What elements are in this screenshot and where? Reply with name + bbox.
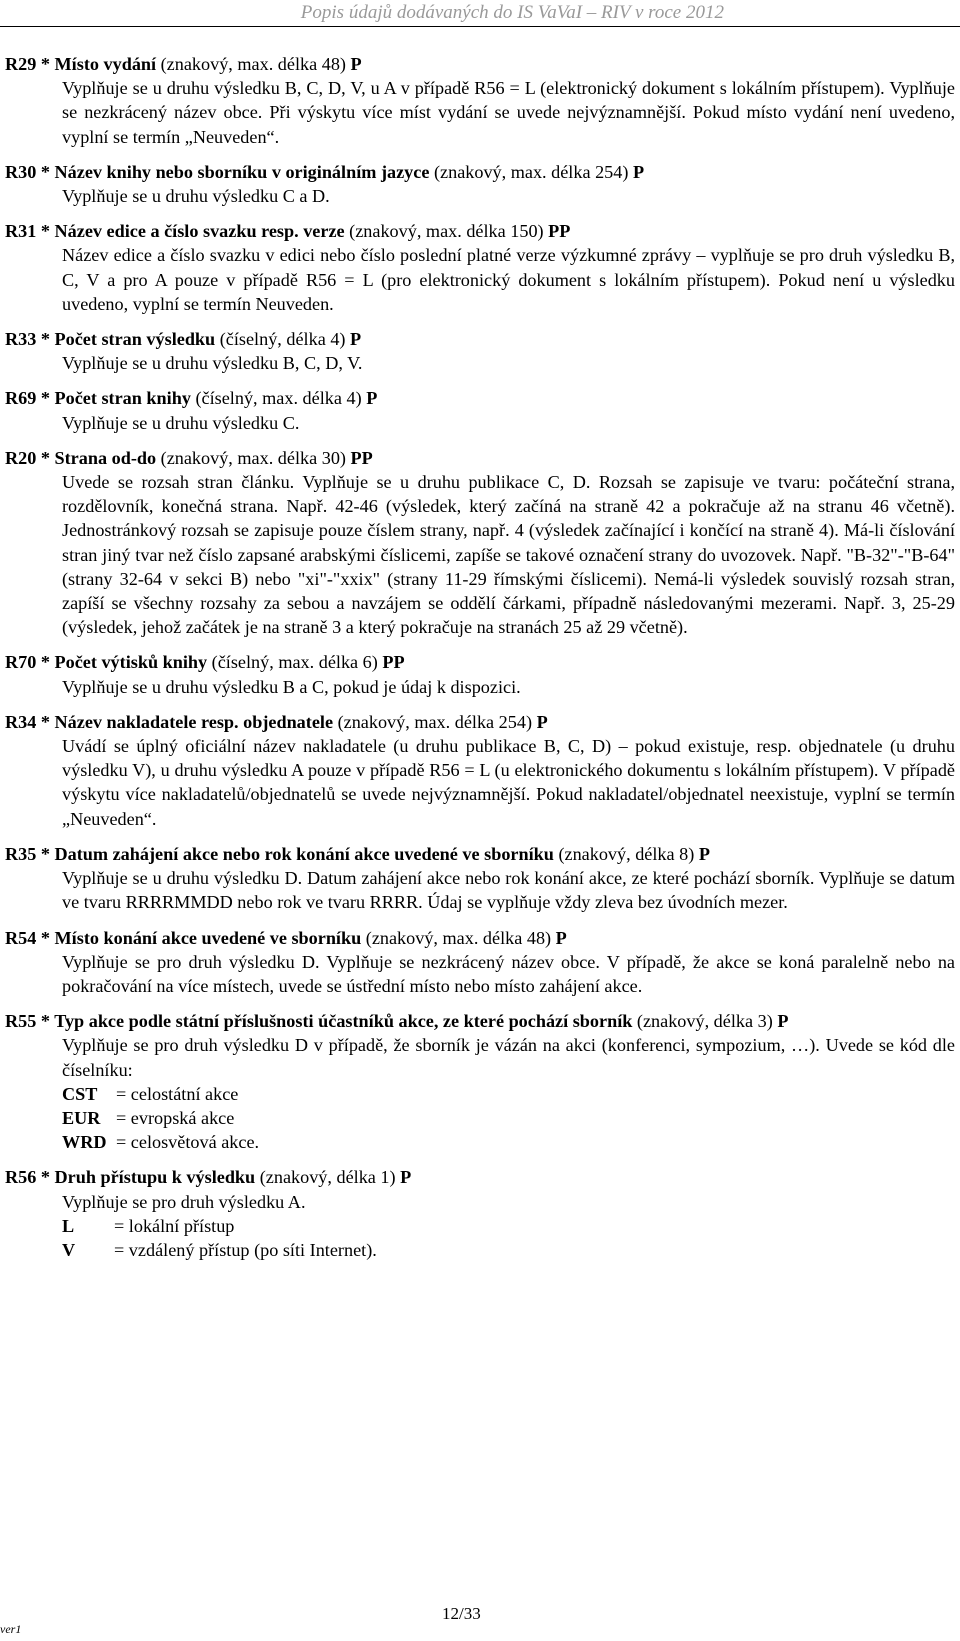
- item-spec: (znakový, délka 1): [255, 1167, 401, 1188]
- item-r29: [5, 52, 955, 149]
- header-rule: [0, 26, 960, 27]
- item-code: R56 *: [5, 1167, 55, 1188]
- item-title: [5, 52, 955, 76]
- item-spec: (číselný, max. délka 4): [190, 388, 367, 409]
- item-name: Název nakladatele resp. objednatele: [54, 711, 334, 732]
- item-r31: [5, 219, 955, 316]
- item-r69: [5, 386, 955, 434]
- item-flag: PP: [548, 221, 571, 242]
- item-r55: [5, 1009, 955, 1154]
- item-flag: P: [366, 388, 378, 409]
- item-code: R54 *: [5, 927, 55, 948]
- code-value: = evropská akce: [116, 1107, 235, 1128]
- item-r35: [5, 842, 955, 915]
- item-flag: P: [536, 711, 548, 732]
- item-code: R35 *: [5, 843, 55, 864]
- item-title: [5, 926, 955, 950]
- item-spec: (číselný, délka 4): [215, 329, 351, 350]
- item-spec: (znakový, max. délka 48): [156, 54, 351, 74]
- item-body: Vyplňuje se pro druh výsledku D v případě, že sborník je vázán na akci (konferenci, sympozium, …). Uvede se kód dle číselníku:: [62, 1035, 955, 1080]
- item-flag: PP: [382, 652, 405, 673]
- item-code: R34 *: [5, 711, 55, 732]
- page-number: 12/33: [442, 1604, 481, 1623]
- code-row-l: [62, 1214, 955, 1238]
- item-r56: [5, 1165, 955, 1262]
- item-body: Vyplňuje se pro druh výsledku D. Vyplňuje se nezkrácený název obce. V případě, že akce se koná paralelně nebo na pokračování na více místech, uvede se ústřední místo nebo místo zahájení akce.: [62, 951, 955, 996]
- page-header: [0, 0, 960, 26]
- item-name: Místo konání akce uvedené ve sborníku: [54, 927, 362, 948]
- item-flag: P: [698, 843, 710, 864]
- item-name: Počet výtisků knihy: [54, 652, 208, 673]
- item-flag: P: [555, 927, 567, 948]
- code-key: V: [62, 1239, 76, 1260]
- item-code: R69 *: [5, 388, 55, 409]
- item-spec: (znakový, max. délka 150): [344, 221, 549, 242]
- item-flag: P: [632, 161, 645, 182]
- item-name: Počet stran výsledku: [54, 329, 216, 350]
- item-title: [5, 446, 955, 470]
- code-value: = celostátní akce: [116, 1083, 239, 1104]
- document-body: [5, 52, 955, 1273]
- item-spec: (číselný, max. délka 6): [207, 652, 383, 673]
- code-list: [62, 1214, 955, 1262]
- item-name: Strana od-do: [54, 447, 157, 468]
- item-code: R55 *: [5, 1011, 55, 1032]
- item-body: Vyplňuje se u druhu výsledku B, C, D, V.: [62, 353, 363, 374]
- item-spec: (znakový, max. délka 254): [429, 161, 633, 182]
- code-row-eur: [62, 1106, 955, 1130]
- item-code: R70 *: [5, 652, 55, 673]
- item-body: Uvádí se úplný oficiální název nakladatele (u druhu publikace B, C, D) – pokud existuje, resp. objednatele (u druhu výsledku V), u druhu výsledku A pouze v případě R56 = L (u elektronického dokumentu s lokálním přístupem). V případě výskytu více nakladatelů/objednatelů se uvede nejvýznamnější. Pokud nakladatel/objednatel neexistuje, vyplní se termín „Neuveden“.: [62, 736, 955, 829]
- item-r70: [5, 650, 955, 698]
- code-row-v: [62, 1238, 955, 1262]
- item-name: Druh přístupu k výsledku: [54, 1167, 256, 1188]
- item-flag: P: [400, 1167, 412, 1188]
- item-r30: [5, 160, 955, 208]
- item-title: [5, 386, 955, 410]
- item-flag: P: [777, 1011, 789, 1032]
- item-title: [5, 1009, 955, 1033]
- item-flag: P: [350, 329, 362, 350]
- item-title: [5, 842, 955, 866]
- item-title: [5, 327, 955, 351]
- item-name: Počet stran knihy: [54, 388, 191, 409]
- code-value: = celosvětová akce.: [116, 1132, 260, 1153]
- item-name: Název knihy nebo sborníku v originálním jazyce: [54, 161, 430, 182]
- item-body: Uvede se rozsah stran článku. Vyplňuje se u druhu publikace C, D. Rozsah se zapisuje ve tvaru: počáteční strana, rozdělovník, konečná strana. Např. 42-46 (výsledek, který začíná na straně 42 a pokračuje až na stranu 46 včetně). Jednostránkový rozsah se zapisuje pouze číslem strany, např. 4 (výsledek začínající i končící na straně 4). Má-li číslování stran jiný tvar než číslo zapsané arabskými číslicemi, zapíše se takové označení strany do uvozovek. Např. "B-32"-"B-64" (strany 32-64 v sekci B) nebo "xi"-"xxix" (strany 11-29 římskými číslicemi). Nemá-li výsledek souvislý rozsah stran, zapíší se všechny rozsahy za sebou a navzájem se oddělí čárkami, případně následovanými mezerami. Např. 3, 25-29 (výsledek, jehož začátek je na straně 3 a který pokračuje na stranách 25 až 29 včetně).: [62, 472, 955, 638]
- item-body: Vyplňuje se u druhu výsledku B, C, D, V, u A v případě R56 = L (elektronický dokument s lokálním přístupem). Vyplňuje se nezkrácený název obce. Při výskytu více míst vydání se uvede nejvýznamnější. Pokud místo vydání není uvedeno, vyplní se termín „Neuveden“.: [62, 78, 955, 147]
- item-spec: (znakový, max. délka 48): [361, 927, 556, 948]
- item-code: R30 *: [5, 161, 55, 182]
- footer-version: ver1: [0, 1622, 22, 1636]
- header-title: Popis údajů dodávaných do IS VaVaI – RIV v roce 2012: [300, 2, 724, 23]
- code-value: = vzdálený přístup (po síti Internet).: [114, 1239, 377, 1260]
- item-spec: (znakový, délka 3): [632, 1011, 778, 1032]
- item-name: Datum zahájení akce nebo rok konání akce uvedené ve sborníku: [54, 843, 554, 864]
- item-name: Název edice a číslo svazku resp. verze: [54, 221, 345, 242]
- code-key: CST: [62, 1083, 98, 1104]
- item-body: Vyplňuje se pro druh výsledku A.: [62, 1191, 306, 1212]
- item-code: R33 *: [5, 329, 55, 350]
- code-row-cst: [62, 1082, 955, 1106]
- item-body: Vyplňuje se u druhu výsledku B a C, pokud je údaj k dispozici.: [62, 676, 521, 697]
- item-code: R29 *: [5, 54, 55, 74]
- item-body: Vyplňuje se u druhu výsledku C a D.: [62, 186, 330, 207]
- code-key: L: [62, 1215, 75, 1236]
- code-list: [62, 1082, 955, 1155]
- item-title: [5, 160, 955, 184]
- item-spec: (znakový, délka 8): [553, 843, 699, 864]
- item-code: R20 *: [5, 447, 55, 468]
- code-row-wrd: [62, 1130, 955, 1154]
- code-key: WRD: [62, 1132, 107, 1153]
- item-title: [5, 1165, 955, 1189]
- item-spec: (znakový, max. délka 254): [333, 711, 537, 732]
- item-flag: PP: [350, 447, 373, 468]
- item-flag: P: [350, 54, 362, 74]
- item-r33: [5, 327, 955, 375]
- item-body: Název edice a číslo svazku v edici nebo číslo poslední platné verze výzkumné zprávy – vyplňuje se pro druh výsledku B, C, V a pro A pouze v případě R56 = L (pro elektronický dokument s lokálním přístupem). Pokud není u výsledku uvedeno, vyplní se termín Neuveden.: [62, 245, 955, 314]
- item-name: Místo vydání: [54, 54, 157, 74]
- item-body: Vyplňuje se u druhu výsledku D. Datum zahájení akce nebo rok konání akce, ze které pochází sborník. Vyplňuje se datum ve tvaru RRRRMMDD nebo rok ve tvaru RRRR. Údaj se vyplňuje vždy zleva bez úvodních mezer.: [62, 868, 955, 913]
- item-name: Typ akce podle státní příslušnosti účastníků akce, ze které pochází sborník: [54, 1011, 633, 1032]
- item-code: R31 *: [5, 221, 55, 242]
- item-title: [5, 710, 955, 734]
- item-r34: [5, 710, 955, 831]
- code-value: = lokální přístup: [114, 1215, 235, 1236]
- item-r54: [5, 926, 955, 999]
- item-r20: [5, 446, 955, 640]
- item-spec: (znakový, max. délka 30): [156, 447, 351, 468]
- item-body: Vyplňuje se u druhu výsledku C.: [62, 412, 300, 433]
- item-title: [5, 650, 955, 674]
- item-title: [5, 219, 955, 243]
- code-key: EUR: [62, 1107, 101, 1128]
